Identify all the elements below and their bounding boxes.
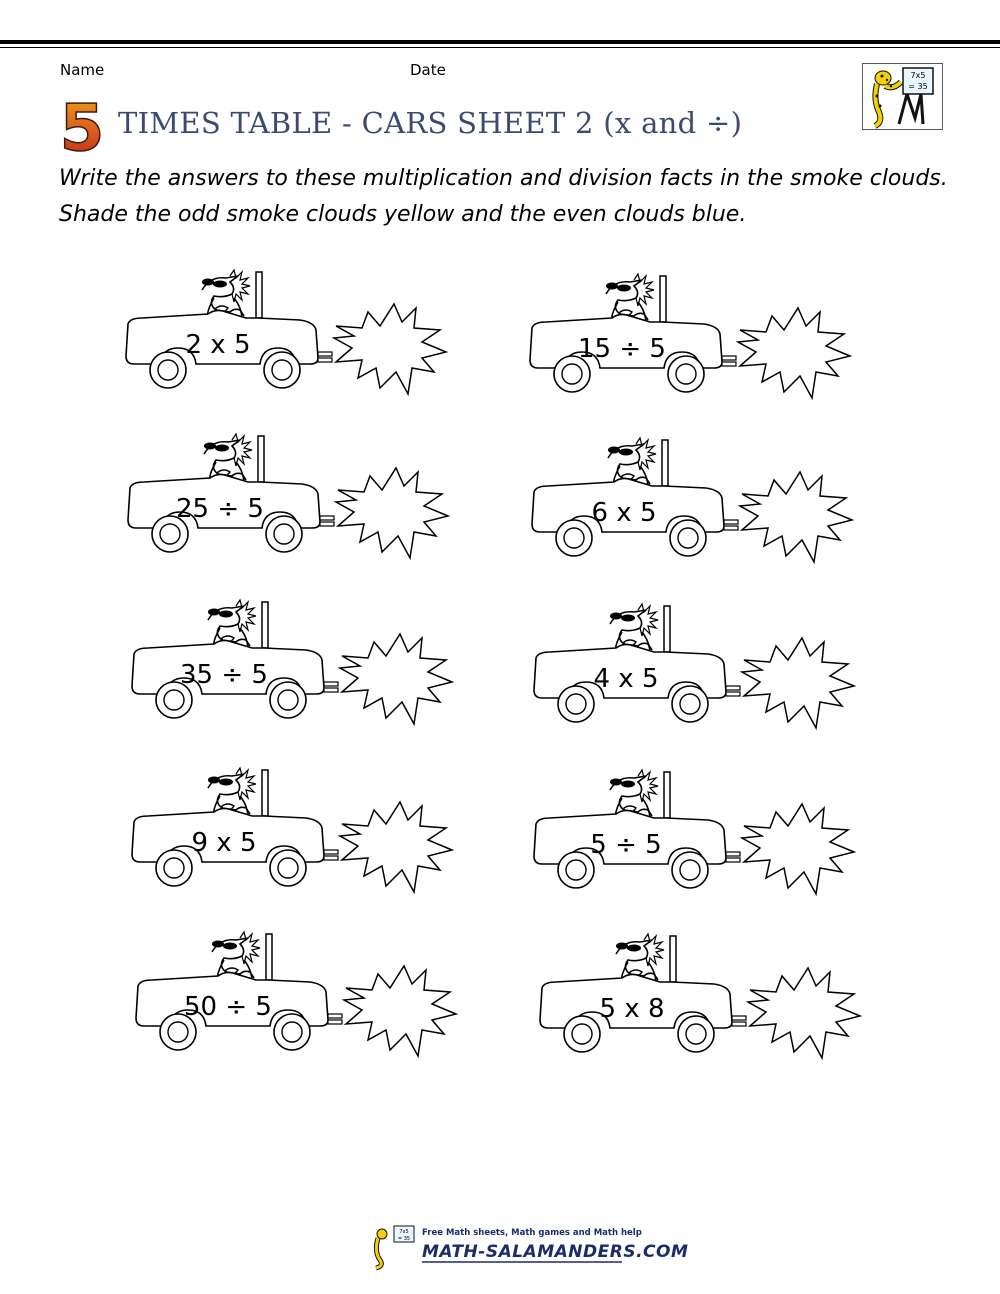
smoke-cloud[interactable] xyxy=(740,472,852,562)
footer-tagline: Free Math sheets, Math games and Math help xyxy=(422,1228,642,1238)
problem-expression: 6 x 5 xyxy=(591,498,657,528)
car-problem xyxy=(118,268,458,398)
logo-eq-bottom: = 35 xyxy=(908,82,928,91)
car-problem xyxy=(526,602,866,732)
instruction-line-1: Write the answers to these multiplication and division facts in the smoke clouds. xyxy=(59,166,948,191)
smoke-cloud[interactable] xyxy=(742,638,854,728)
date-label: Date xyxy=(410,61,446,79)
salamander-logo xyxy=(862,63,943,130)
car-problem xyxy=(526,768,866,898)
problem-expression: 4 x 5 xyxy=(593,664,659,694)
svg-text:5: 5 xyxy=(59,96,105,156)
name-label: Name xyxy=(60,61,105,79)
car-problem xyxy=(120,432,460,562)
logo-eq-top: 7x5 xyxy=(910,71,926,80)
problem-expression: 25 ÷ 5 xyxy=(176,494,264,524)
top-rule-thin xyxy=(0,47,1000,48)
smoke-cloud[interactable] xyxy=(344,966,456,1056)
smoke-cloud[interactable] xyxy=(748,968,860,1058)
smoke-cloud[interactable] xyxy=(334,304,446,394)
smoke-cloud[interactable] xyxy=(336,468,448,558)
problem-expression: 2 x 5 xyxy=(185,330,251,360)
smoke-cloud[interactable] xyxy=(742,804,854,894)
car-problem xyxy=(128,930,468,1060)
smoke-cloud[interactable] xyxy=(340,802,452,892)
top-rule-thick xyxy=(0,40,1000,44)
problem-expression: 35 ÷ 5 xyxy=(180,660,268,690)
car-problem xyxy=(532,932,872,1062)
problem-expression: 5 x 8 xyxy=(599,994,665,1024)
problem-expression: 9 x 5 xyxy=(191,828,257,858)
smoke-cloud[interactable] xyxy=(340,634,452,724)
svg-text:= 35: = 35 xyxy=(397,1236,411,1242)
footer-brand: MATH-SALAMANDERS.COM xyxy=(422,1242,689,1262)
smoke-cloud[interactable] xyxy=(738,308,850,398)
problem-expression: 5 ÷ 5 xyxy=(590,830,662,860)
page-title: TIMES TABLE - CARS SHEET 2 (x and ÷) xyxy=(118,106,743,140)
instruction-line-2: Shade the odd smoke clouds yellow and the even clouds blue. xyxy=(59,202,747,227)
car-problem xyxy=(124,766,464,896)
car-problem xyxy=(124,598,464,728)
car-problem xyxy=(522,272,862,402)
problem-expression: 15 ÷ 5 xyxy=(578,334,666,364)
big-number-5 xyxy=(58,96,108,160)
problem-expression: 50 ÷ 5 xyxy=(184,992,272,1022)
svg-text:7x5: 7x5 xyxy=(399,1229,409,1235)
car-problem xyxy=(524,436,864,566)
